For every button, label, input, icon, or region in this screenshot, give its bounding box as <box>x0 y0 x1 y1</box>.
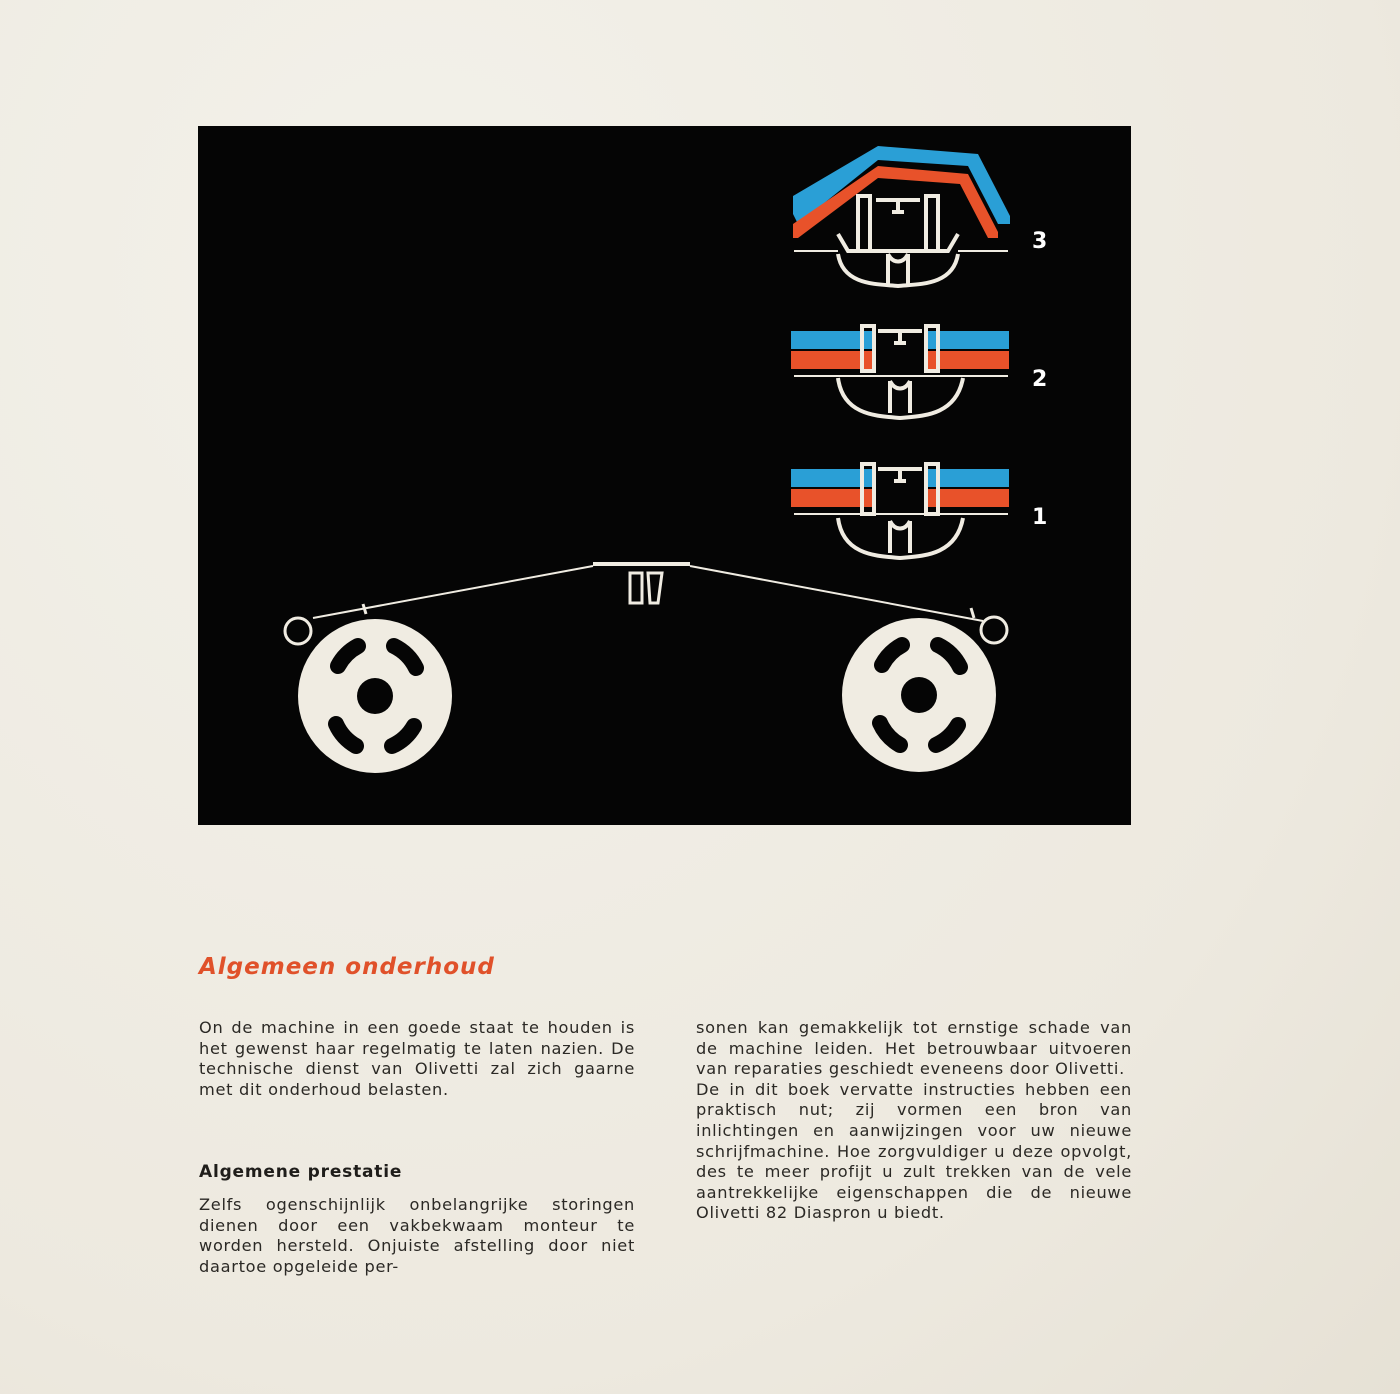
ribbon-spool-left-icon <box>298 619 452 773</box>
subsection-heading: Algemene prestatie <box>199 1162 403 1182</box>
ribbon-mechanism-illustration <box>198 126 1131 825</box>
body-right-text-1: sonen kan gemakkelijk tot ernstige schade van de machine leiden. Het betrouwbaar uitvoeren van reparaties geschiedt eveneens door Olivetti. <box>696 1018 1132 1079</box>
ribbon-spool-right-icon <box>842 618 996 772</box>
body-right-text-2: De in dit boek vervatte instructies hebben een praktisch nut; zij vormen een bron van inlichtingen en aanwijzingen voor uw nieuwe schrijfmachine. Hoe zorgvuldiger u deze opvolgt, des te meer profijt u zult trekken van de vele aantrekkelijke eigenschappen die de nieuwe Olivetti 82 Diaspron u biedt. <box>696 1079 1132 1223</box>
step-label-1: 1 <box>1032 505 1048 530</box>
intro-paragraph <box>199 1018 635 1100</box>
step-label-2: 2 <box>1032 367 1048 392</box>
body-paragraph-left <box>199 1195 635 1277</box>
intro-text: On de machine in een goede staat te houden is het gewenst haar regelmatig te laten nazien. De technische dienst van Olivetti zal zich gaarne met dit onderhoud belasten. <box>199 1018 635 1099</box>
section-heading: Algemeen onderhoud <box>199 954 495 980</box>
step-label-3: 3 <box>1032 229 1048 254</box>
body-left-text: Zelfs ogenschijnlijk onbelangrijke storingen dienen door een vakbekwaam monteur te worden hersteld. Onjuiste afstelling door niet daartoe opgeleide per- <box>199 1195 635 1276</box>
body-column-right <box>696 1018 1132 1224</box>
